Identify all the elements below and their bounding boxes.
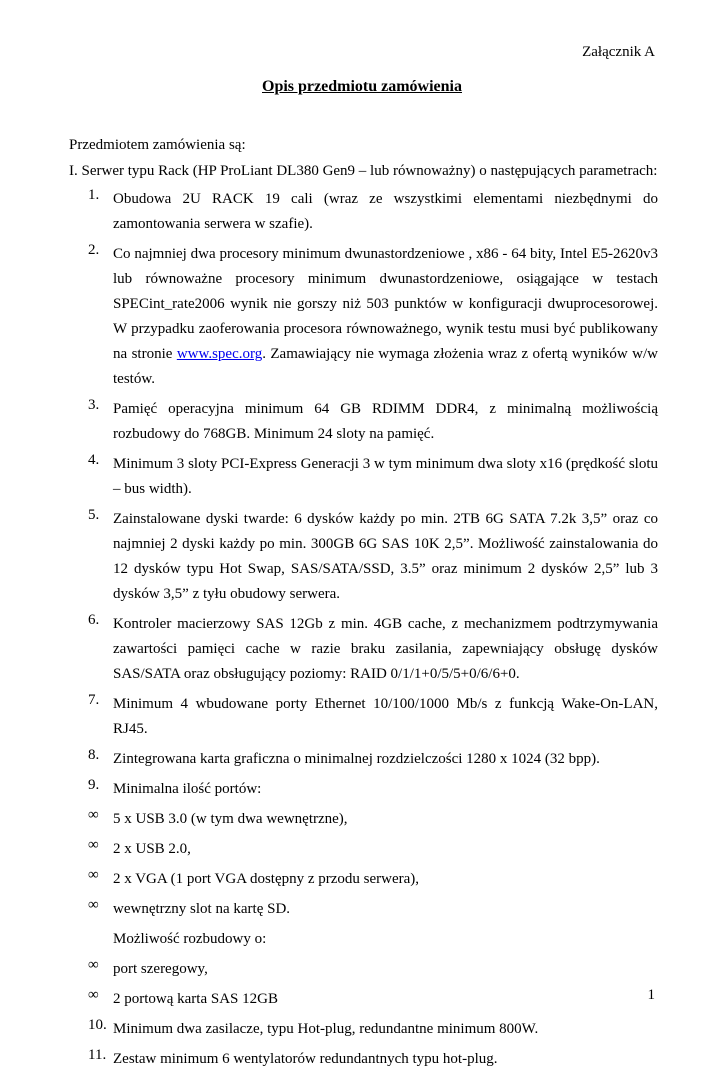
list-item	[0, 397, 724, 447]
item-number: 5.	[88, 507, 100, 523]
section-heading: I. Serwer typu Rack (HP ProLiant DL380 Gen9 – lub równoważny) o następujących parametrach:	[69, 163, 658, 179]
item-text: Zainstalowane dyski twarde: 6 dysków każdy po min. 2TB 6G SATA 7.2k 3,5” oraz co najmniej 2 dyski każdy po min. 300GB 6G SAS 10K 2,5”. Możliwość zainstalowania do 12 dysków typu Hot Swap, SAS/SATA/SSD, 3.5” oraz minimum 2 dysków 2,5” lub 3 dysków 3,5” z tyłu obudowy serwera.	[113, 511, 658, 602]
item-text: Minimum 4 wbudowane porty Ethernet 10/100/1000 Mb/s z funkcją Wake-On-LAN, RJ45.	[113, 696, 658, 737]
item-text: Kontroler macierzowy SAS 12Gb z min. 4GB cache, z mechanizmem podtrzymywania zawartości pamięci cache w razie braku zasilania, zapewniający obsługę dysków SAS/SATA oraz obsługujący poziomy: RAID 0/1/1+0/5/5+0/6/6+0.	[113, 616, 658, 682]
infinity-bullet-icon: ∞	[88, 897, 99, 913]
infinity-bullet-icon: ∞	[88, 837, 99, 853]
infinity-bullet-icon: ∞	[88, 987, 99, 1003]
port-item	[0, 867, 724, 892]
item-text: Obudowa 2U RACK 19 cali (wraz ze wszystkimi elementami niezbędnymi do zamontowania serwera w szafie).	[113, 191, 658, 232]
item-text	[113, 242, 658, 392]
item-number: 3.	[88, 397, 100, 413]
list-item	[0, 507, 724, 607]
list-item	[0, 1047, 724, 1072]
list-item	[0, 692, 724, 742]
item-number: 11.	[88, 1047, 107, 1063]
item-number: 9.	[88, 777, 100, 793]
requirements-list	[0, 187, 724, 1077]
annex-label: Załącznik A	[582, 44, 655, 60]
item-number: 6.	[88, 612, 100, 628]
infinity-bullet-icon: ∞	[88, 957, 99, 973]
page-title: Opis przedmiotu zamówienia	[262, 78, 462, 95]
item-number: 8.	[88, 747, 100, 763]
item-text: Minimalna ilość portów:	[113, 781, 262, 797]
item-text: Zintegrowana karta graficzna o minimalnej rozdzielczości 1280 x 1024 (32 bpp).	[113, 751, 600, 767]
item-text-part: Co najmniej dwa procesory minimum dwunastordzeniowe , x86 - 64 bity, Intel E5-2620v3 lub równoważne procesory minimum dwunastordzeniowe, osiągające w testach SPECint_rate2006 wynik nie gorszy niż 503 punktów w konfiguracji dwuprocesorowej. W przypadku zaoferowania procesora równoważnego, wynik testu musi być publikowany na stronie	[113, 246, 658, 362]
infinity-bullet-icon: ∞	[88, 867, 99, 883]
item-text: Pamięć operacyjna minimum 64 GB RDIMM DDR4, z minimalną możliwością rozbudowy do 768GB. Minimum 24 sloty na pamięć.	[113, 401, 658, 442]
port-item	[0, 837, 724, 862]
item-number: 4.	[88, 452, 100, 468]
expansion-item	[0, 987, 724, 1012]
item-number: 1.	[88, 187, 100, 203]
item-text: Zestaw minimum 6 wentylatorów redundantnych typu hot-plug.	[113, 1051, 498, 1067]
port-item	[0, 897, 724, 922]
item-number: 2.	[88, 242, 100, 258]
list-item	[0, 452, 724, 502]
port-item	[0, 807, 724, 832]
expansion-heading: Możliwość rozbudowy o:	[113, 931, 267, 947]
page-number: 1	[647, 987, 655, 1003]
list-item	[0, 612, 724, 687]
spec-org-link[interactable]: www.spec.org	[176, 346, 263, 362]
intro-text: Przedmiotem zamówienia są:	[69, 137, 246, 153]
expansion-text: port szeregowy,	[113, 961, 208, 977]
list-item	[0, 1017, 724, 1042]
port-text: wewnętrzny slot na kartę SD.	[113, 901, 291, 917]
expansion-text: 2 portową karta SAS 12GB	[113, 991, 278, 1007]
list-item	[0, 187, 724, 237]
item-text: Minimum dwa zasilacze, typu Hot-plug, redundantne minimum 800W.	[113, 1021, 539, 1037]
item-number: 7.	[88, 692, 100, 708]
port-text: 2 x VGA (1 port VGA dostępny z przodu serwera),	[113, 871, 420, 887]
expansion-item	[0, 957, 724, 982]
item-text-part: . Zamawiający nie wymaga złożenia wraz z ofertą wyników w/w testów.	[113, 346, 658, 387]
list-item	[0, 747, 724, 772]
item-number: 10.	[88, 1017, 107, 1033]
list-item	[0, 242, 724, 392]
item-text: Minimum 3 sloty PCI-Express Generacji 3 w tym minimum dwa sloty x16 (prędkość slotu – bus width).	[113, 456, 658, 497]
infinity-bullet-icon: ∞	[88, 807, 99, 823]
list-item	[0, 777, 724, 802]
port-text: 2 x USB 2.0,	[113, 841, 191, 857]
port-text: 5 x USB 3.0 (w tym dwa wewnętrzne),	[113, 811, 348, 827]
